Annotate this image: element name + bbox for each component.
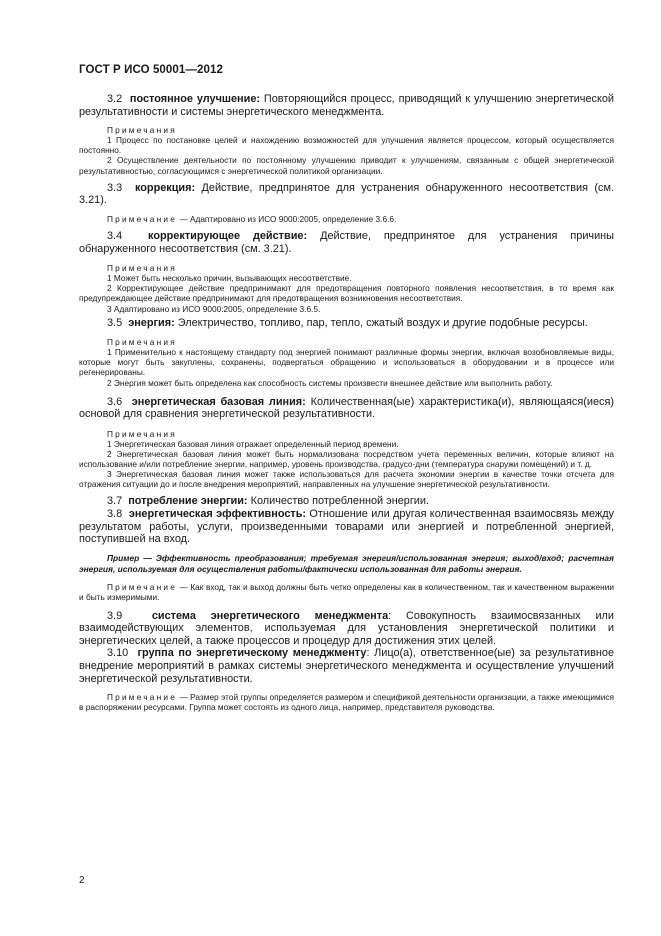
note-label: Примечание <box>107 692 178 703</box>
example-3-8: Пример — Эффективность преобразования; требуемая энергия/использованная энергия; выход/вход; расчетная энергия, используемая для осуществления работы/фактически использованная для работы энергия. <box>79 552 614 575</box>
term-number: 3.2 <box>107 93 123 105</box>
document-header: ГОСТ Р ИСО 50001—2012 <box>79 64 224 76</box>
note-3-4-3: 3 Адаптировано из ИСО 9000:2005, определение 3.6.5. <box>107 303 321 314</box>
term-definition: Действие, предпринятое для устранения причины обнаруженного несоответствия (см. 3.21). <box>79 229 614 255</box>
page-number: 2 <box>79 875 85 886</box>
term-number: 3.5 <box>107 316 123 329</box>
term-3-3 <box>79 182 614 207</box>
term-number: 3.3 <box>107 181 123 194</box>
term-3-9 <box>79 610 614 648</box>
term-number: 3.9 <box>107 609 123 622</box>
term-number: 3.6 <box>107 395 123 408</box>
term-number: 3.4 <box>107 229 123 242</box>
note-3-2-1: 1 Процесс по постановке целей и нахождению возможностей для улучшения является процессом, который осуществляется постоянно. <box>79 135 614 156</box>
notes-heading: Примечания <box>107 263 177 274</box>
note-label: Примечание <box>107 213 178 224</box>
note-text: — Как вход, так и выход должны быть четко определены как в количественном, так и качественном выражении и быть измеримыми. <box>79 582 614 603</box>
note-3-5-2: 2 Энергия может быть определена как способность системы произвести внешнее действие или выполнить работу. <box>107 377 553 388</box>
term-number: 3.10 <box>107 647 129 660</box>
term-name: энергия: <box>128 316 175 329</box>
note-3-5-1: 1 Применительно к настоящему стандарту под энергией понимают различные формы энергии, включая возобновляемые виды, которые могут быть закуплены, сохранены, подвергаться обращению и использоваться в оборудовании и в процессе или регенерированы. <box>79 347 614 378</box>
term-definition: Повторяющийся процесс, приводящий к улучшению энергетической результативности и системы энергетического менеджмента. <box>79 93 615 118</box>
note-3-2-2: 2 Осуществление деятельности по постоянному улучшению приводит к улучшениям, связанным с общей энергетической результативностью, согласующимся с энергетической политикой организации. <box>79 155 614 176</box>
term-3-7 <box>79 495 614 508</box>
term-definition: Количественная(ые) характеристика(и), являющаяся(иеся) основой для сравнения энергетической результативности. <box>79 395 615 421</box>
note-text: — Адаптировано из ИСО 9000:2005, определение 3.6.6. <box>179 213 397 224</box>
term-name: энергетическая эффективность: <box>128 508 307 520</box>
note-3-4-2: 2 Корректирующее действие предпринимают для предотвращения повторного появления несоответствия, в то время как предупреждающее действие предпринимают для предотвращения возникновения несоответствия. <box>79 283 614 304</box>
note-3-6-3: 3 Энергетическая базовая линия может также использоваться для расчета экономии энергии в качестве точки отсчета для отражения ситуации до и после внедрения мероприятий, направленных на улучшение энергетической результативности. <box>79 469 614 490</box>
term-number: 3.7 <box>107 495 123 508</box>
notes-heading: Примечания <box>107 125 177 136</box>
term-3-6 <box>79 396 614 421</box>
term-name: корректирующее действие: <box>148 229 308 242</box>
term-name: постоянное улучшение: <box>129 93 261 105</box>
notes-heading: Примечания <box>107 337 177 348</box>
notes-heading: Примечания <box>107 428 177 439</box>
term-name: система энергетического менеджмента <box>151 609 389 622</box>
note-3-6-1: 1 Энергетическая базовая линия отражает определенный период времени. <box>107 438 399 449</box>
term-name: потребление энергии: <box>128 495 248 508</box>
term-3-2 <box>79 93 614 118</box>
term-definition: Отношение или другая количественная взаимосвязь между результатом работы, услуги, произведенными товарами или энергией и потребленной энергией, поступившей на вход. <box>79 508 614 546</box>
note-3-4-1: 1 Может быть несколько причин, вызывающих несоответствие. <box>107 273 352 284</box>
term-definition: Количество потребленной энергии. <box>250 495 430 508</box>
note-3-8 <box>79 582 614 602</box>
term-name: энергетическая базовая линия: <box>131 395 306 408</box>
note-3-10 <box>79 692 614 712</box>
term-3-4 <box>79 230 614 255</box>
term-name: коррекция: <box>134 181 196 194</box>
note-text: — Размер этой группы определяется размером и спецификой деятельности организации, а также имеющимися в распоряжении ресурсами. Группа может состоять из одного лица, например, представителя руководства. <box>79 692 614 713</box>
note-3-6-2: 2 Энергетическая базовая линия может быть нормализована посредством учета переменных величин, которые влияют на использование и/или потребление энергии, например, уровень производства, градусо-дни (температура снаружи помещений) и т. д. <box>79 449 614 470</box>
note-3-3 <box>79 214 614 224</box>
note-label: Примечание <box>107 582 178 593</box>
term-number: 3.8 <box>107 508 123 520</box>
document-body <box>79 93 614 712</box>
term-3-5 <box>79 317 614 330</box>
term-definition: : Совокупность взаимосвязанных или взаимодействующих элементов, используемая для установления энергетической политики и энергетических целей, а также процессов и процедур для достижения этих целей. <box>79 609 614 647</box>
term-definition: Электричество, топливо, пар, тепло, сжатый воздух и другие подобные ресурсы. <box>177 316 588 329</box>
term-3-10 <box>79 647 614 685</box>
term-name: группа по энергетическому менеджменту <box>137 647 367 660</box>
term-definition: Действие, предпринятое для устранения обнаруженного несоответствия (см. 3.21). <box>79 181 615 207</box>
term-3-8 <box>79 508 614 546</box>
term-definition: : Лицо(а), ответственное(ые) за результативное внедрение мероприятий в рамках системы энергетического менеджмента и осуществление улучшений энергетической результативности. <box>79 647 614 685</box>
